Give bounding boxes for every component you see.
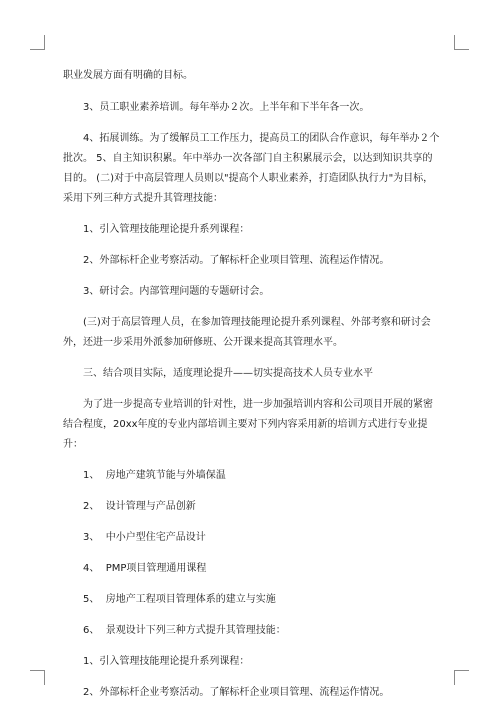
- crop-mark-bottom-left: [30, 670, 45, 685]
- crop-mark-top-right: [454, 35, 469, 50]
- list-item: 4、 PMP项目管理通用课程: [83, 563, 207, 574]
- list-item: 5、 房地产工程项目管理体系的建立与实施: [83, 594, 276, 605]
- section-heading: 三、结合项目实际，适度理论提升——切实提高技术人员专业水平: [83, 368, 373, 379]
- list-item: 2、外部标杆企业考察活动。了解标杆企业项目管理、流程运作情况。: [83, 687, 390, 698]
- list-item: 2、 设计管理与产品创新: [83, 501, 196, 512]
- paragraph: 4、拓展训练。为了缓解员工工作压力，提高员工的团队合作意识，每年举办２个批次。 5、自主知识积累。年中举办一次各部门自主积累展示会，以达到知识共享的目的。 (二)对于中高层管理人员则以"提高个人职业素养，打造团队执行力"为目标，采用下列三种方式提升其管理技能：: [63, 133, 440, 204]
- paragraph: 为了进一步提高专业培训的针对性，进一步加强培训内容和公司项目开展的紧密结合程度，20xx年度的专业内部培训主要对下列内容采用新的培训方式进行专业提升：: [63, 399, 433, 450]
- list-item: 1、 房地产建筑节能与外墙保温: [83, 470, 226, 481]
- paragraph: 1、引入管理技能理论提升系列课程：: [83, 224, 250, 235]
- crop-mark-bottom-right: [454, 670, 469, 685]
- paragraph: 职业发展方面有明确的目标。: [63, 70, 193, 81]
- list-item: 1、引入管理技能理论提升系列课程：: [83, 656, 250, 667]
- list-item: 6、 景观设计下列三种方式提升其管理技能：: [83, 625, 286, 636]
- paragraph: 2、外部标杆企业考察活动。了解标杆企业项目管理、流程运作情况。: [83, 255, 390, 266]
- crop-mark-top-left: [30, 35, 45, 50]
- paragraph: (三)对于高层管理人员，在参加管理技能理论提升系列课程、外部考察和研讨会外，还进一步采用外派参加研修班、公开课来提高其管理水平。: [63, 317, 431, 348]
- document-body: [63, 66, 441, 714]
- list-item: 3、 中小户型住宅产品设计: [83, 532, 206, 543]
- paragraph: 3、员工职业素养培训。每年举办２次。上半年和下半年各一次。: [83, 102, 370, 113]
- paragraph: 3、研讨会。内部管理问题的专题研讨会。: [83, 286, 270, 297]
